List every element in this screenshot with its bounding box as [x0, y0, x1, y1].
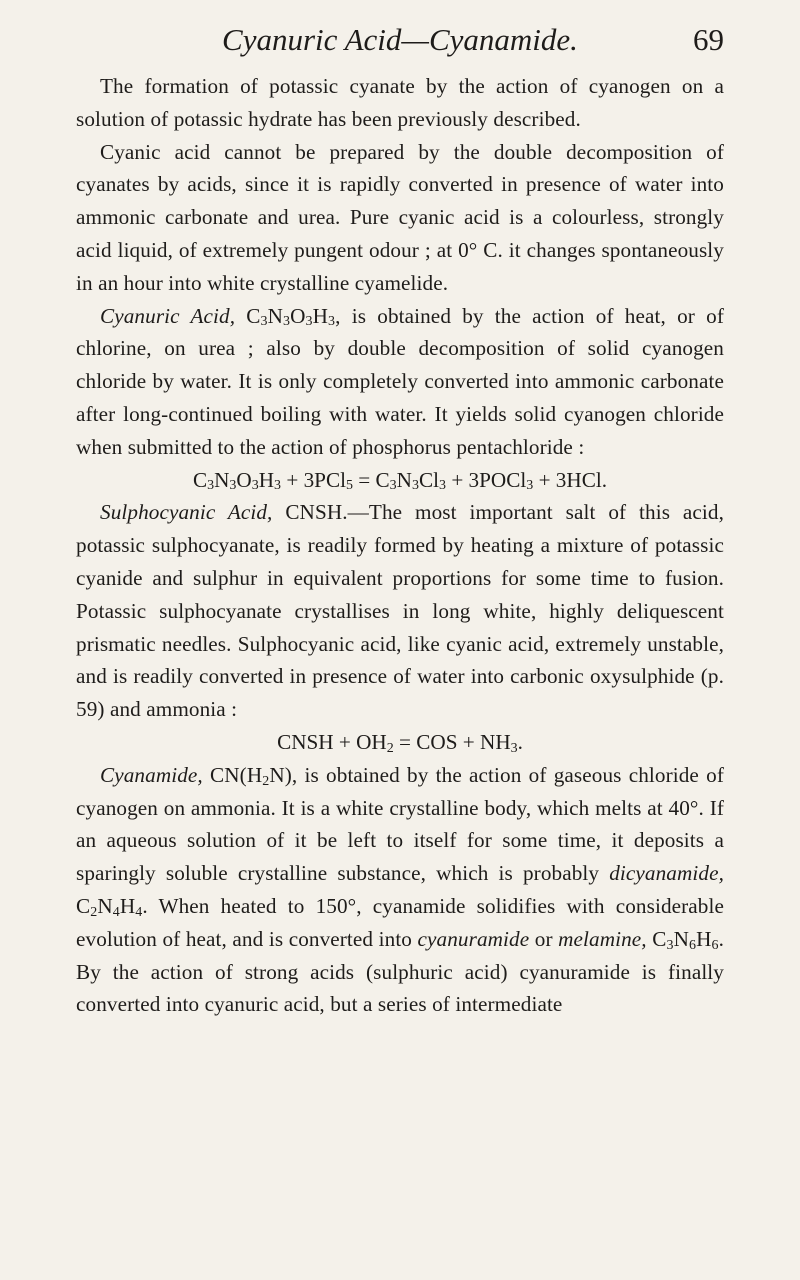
- paragraph-text: N), is obtained by the action of gaseous chloride of cyanogen on ammonia. It is a white crystalline body, which melts at 40°. If an aqueous solution of it be left to itself for some time, it deposits a sparingly soluble crystalline substance, which is probably: [76, 762, 724, 886]
- paragraph-text: CN(H: [202, 762, 263, 787]
- formula-subscript: 3: [328, 314, 336, 330]
- paragraph-text: . By the action of strong acids (sulphuric acid) cyanuramide is finally converted into cyanuric acid, but a series of intermediate: [76, 926, 724, 1017]
- eq-part: H: [258, 467, 275, 492]
- formula-part: N: [267, 303, 284, 328]
- paragraph-potassic-cyanate: [76, 70, 724, 136]
- eq-subscript: 3: [510, 740, 518, 756]
- eq-subscript: 5: [345, 478, 353, 494]
- eq-part: N: [396, 467, 412, 492]
- equation-sulphocyanic-decomposition: [76, 726, 724, 759]
- formula-part: C: [246, 303, 261, 328]
- formula-subscript: 4: [112, 904, 120, 920]
- eq-subscript: 3: [229, 478, 237, 494]
- term-dicyanamide: dicyanamide,: [609, 861, 724, 886]
- formula-part: H: [312, 303, 329, 328]
- page-header: [0, 18, 800, 66]
- eq-subscript: 3: [274, 478, 282, 494]
- formula-cyanuric-acid: [246, 304, 335, 328]
- term-melamine: melamine,: [558, 926, 647, 951]
- eq-subscript: 3: [207, 478, 215, 494]
- eq-part: = COS + NH: [393, 729, 511, 754]
- term-cyanuramide: cyanuramide: [417, 926, 530, 951]
- term-sulphocyanic-acid: Sulphocyanic Acid,: [100, 500, 273, 525]
- eq-subscript: 3: [411, 478, 419, 494]
- eq-subscript: 3: [389, 478, 397, 494]
- formula-part: N: [673, 926, 689, 951]
- formula-subscript: 4: [135, 904, 143, 920]
- eq-part: + 3PCl: [281, 467, 346, 492]
- term-cyanamide: Cyanamide,: [100, 762, 203, 787]
- page-number: 69: [693, 22, 724, 57]
- running-title: Cyanuric Acid—Cyanamide.: [222, 22, 578, 57]
- formula-part: H: [696, 926, 712, 951]
- formula-part: C: [646, 926, 667, 951]
- eq-subscript: 2: [386, 740, 394, 756]
- formula-part: H: [119, 893, 136, 918]
- eq-part: O: [236, 467, 252, 492]
- formula-subscript: 2: [262, 773, 270, 789]
- eq-part: C: [192, 467, 208, 492]
- eq-subscript: 3: [439, 478, 447, 494]
- eq-part: CNSH + OH: [277, 729, 387, 754]
- formula-part: N: [97, 893, 113, 918]
- formula-subscript: 3: [666, 937, 674, 953]
- eq-part: = C: [352, 467, 390, 492]
- formula-subscript: 3: [305, 314, 313, 330]
- term-cyanuric-acid: Cyanuric Acid,: [100, 303, 236, 328]
- paragraph-text: The formation of potassic cyanate by the action of cyanogen on a solution of potassic hydrate has been previously described.: [76, 74, 724, 131]
- eq-part: Cl: [418, 467, 440, 492]
- formula-subscript: 3: [260, 314, 268, 330]
- paragraph-text: , is obtained by the action of heat, or of chlorine, on urea ; also by double decomposition of solid cyanogen chloride by water. It is only completely converted into ammonic carbonate after long-continued boiling with water. It yields solid cyanogen chloride when submitted to the action of phosphorus pentachloride :: [76, 303, 724, 459]
- paragraph-text: CNSH.—The most important salt of this acid, potassic sulphocyanate, is readily formed by heating a mixture of potassic cyanide and sulphur in equivalent proportions for some time to fusion. Potassic sulphocyanate crystallises in long white, highly deliquescent prismatic needles. Sulphocyanic acid, like cyanic acid, extremely unstable, and is readily converted in presence of water into carbonic oxysulphide (p. 59) and ammonia :: [76, 500, 724, 722]
- eq-part: + 3HCl.: [533, 467, 608, 492]
- paragraph-cyanamide: [76, 759, 724, 1021]
- formula-part: O: [290, 303, 306, 328]
- formula-subscript: 6: [711, 937, 719, 953]
- eq-part: .: [517, 729, 523, 754]
- paragraph-cyanic-acid: [76, 136, 724, 300]
- paragraph-text: . When heated to 150°, cyanamide solidifies with considerable evolution of heat, and is converted into: [76, 893, 724, 951]
- paragraph-text: Cyanic acid cannot be prepared by the double decomposition of cyanates by acids, since it is rapidly converted in presence of water into ammonic carbonate and urea. Pure cyanic acid is a colourless, strongly acid liquid, of extremely pungent odour ; at 0° C. it changes spontaneously in an hour into white crystalline cyamelide.: [76, 139, 724, 295]
- formula-part: C: [76, 893, 91, 918]
- formula-subscript: 2: [90, 904, 98, 920]
- equation-pentachloride: [76, 464, 724, 497]
- formula-subscript: 6: [688, 937, 697, 953]
- paragraph-cyanuric-acid: [76, 300, 724, 464]
- paragraph-sulphocyanic-acid: [76, 496, 724, 726]
- page-body: [76, 70, 724, 1021]
- eq-subscript: 3: [526, 478, 534, 494]
- eq-part: + 3POCl: [446, 467, 527, 492]
- formula-subscript: 3: [283, 314, 291, 330]
- eq-part: N: [214, 467, 230, 492]
- paragraph-text: or: [529, 926, 559, 951]
- eq-subscript: 3: [251, 478, 259, 494]
